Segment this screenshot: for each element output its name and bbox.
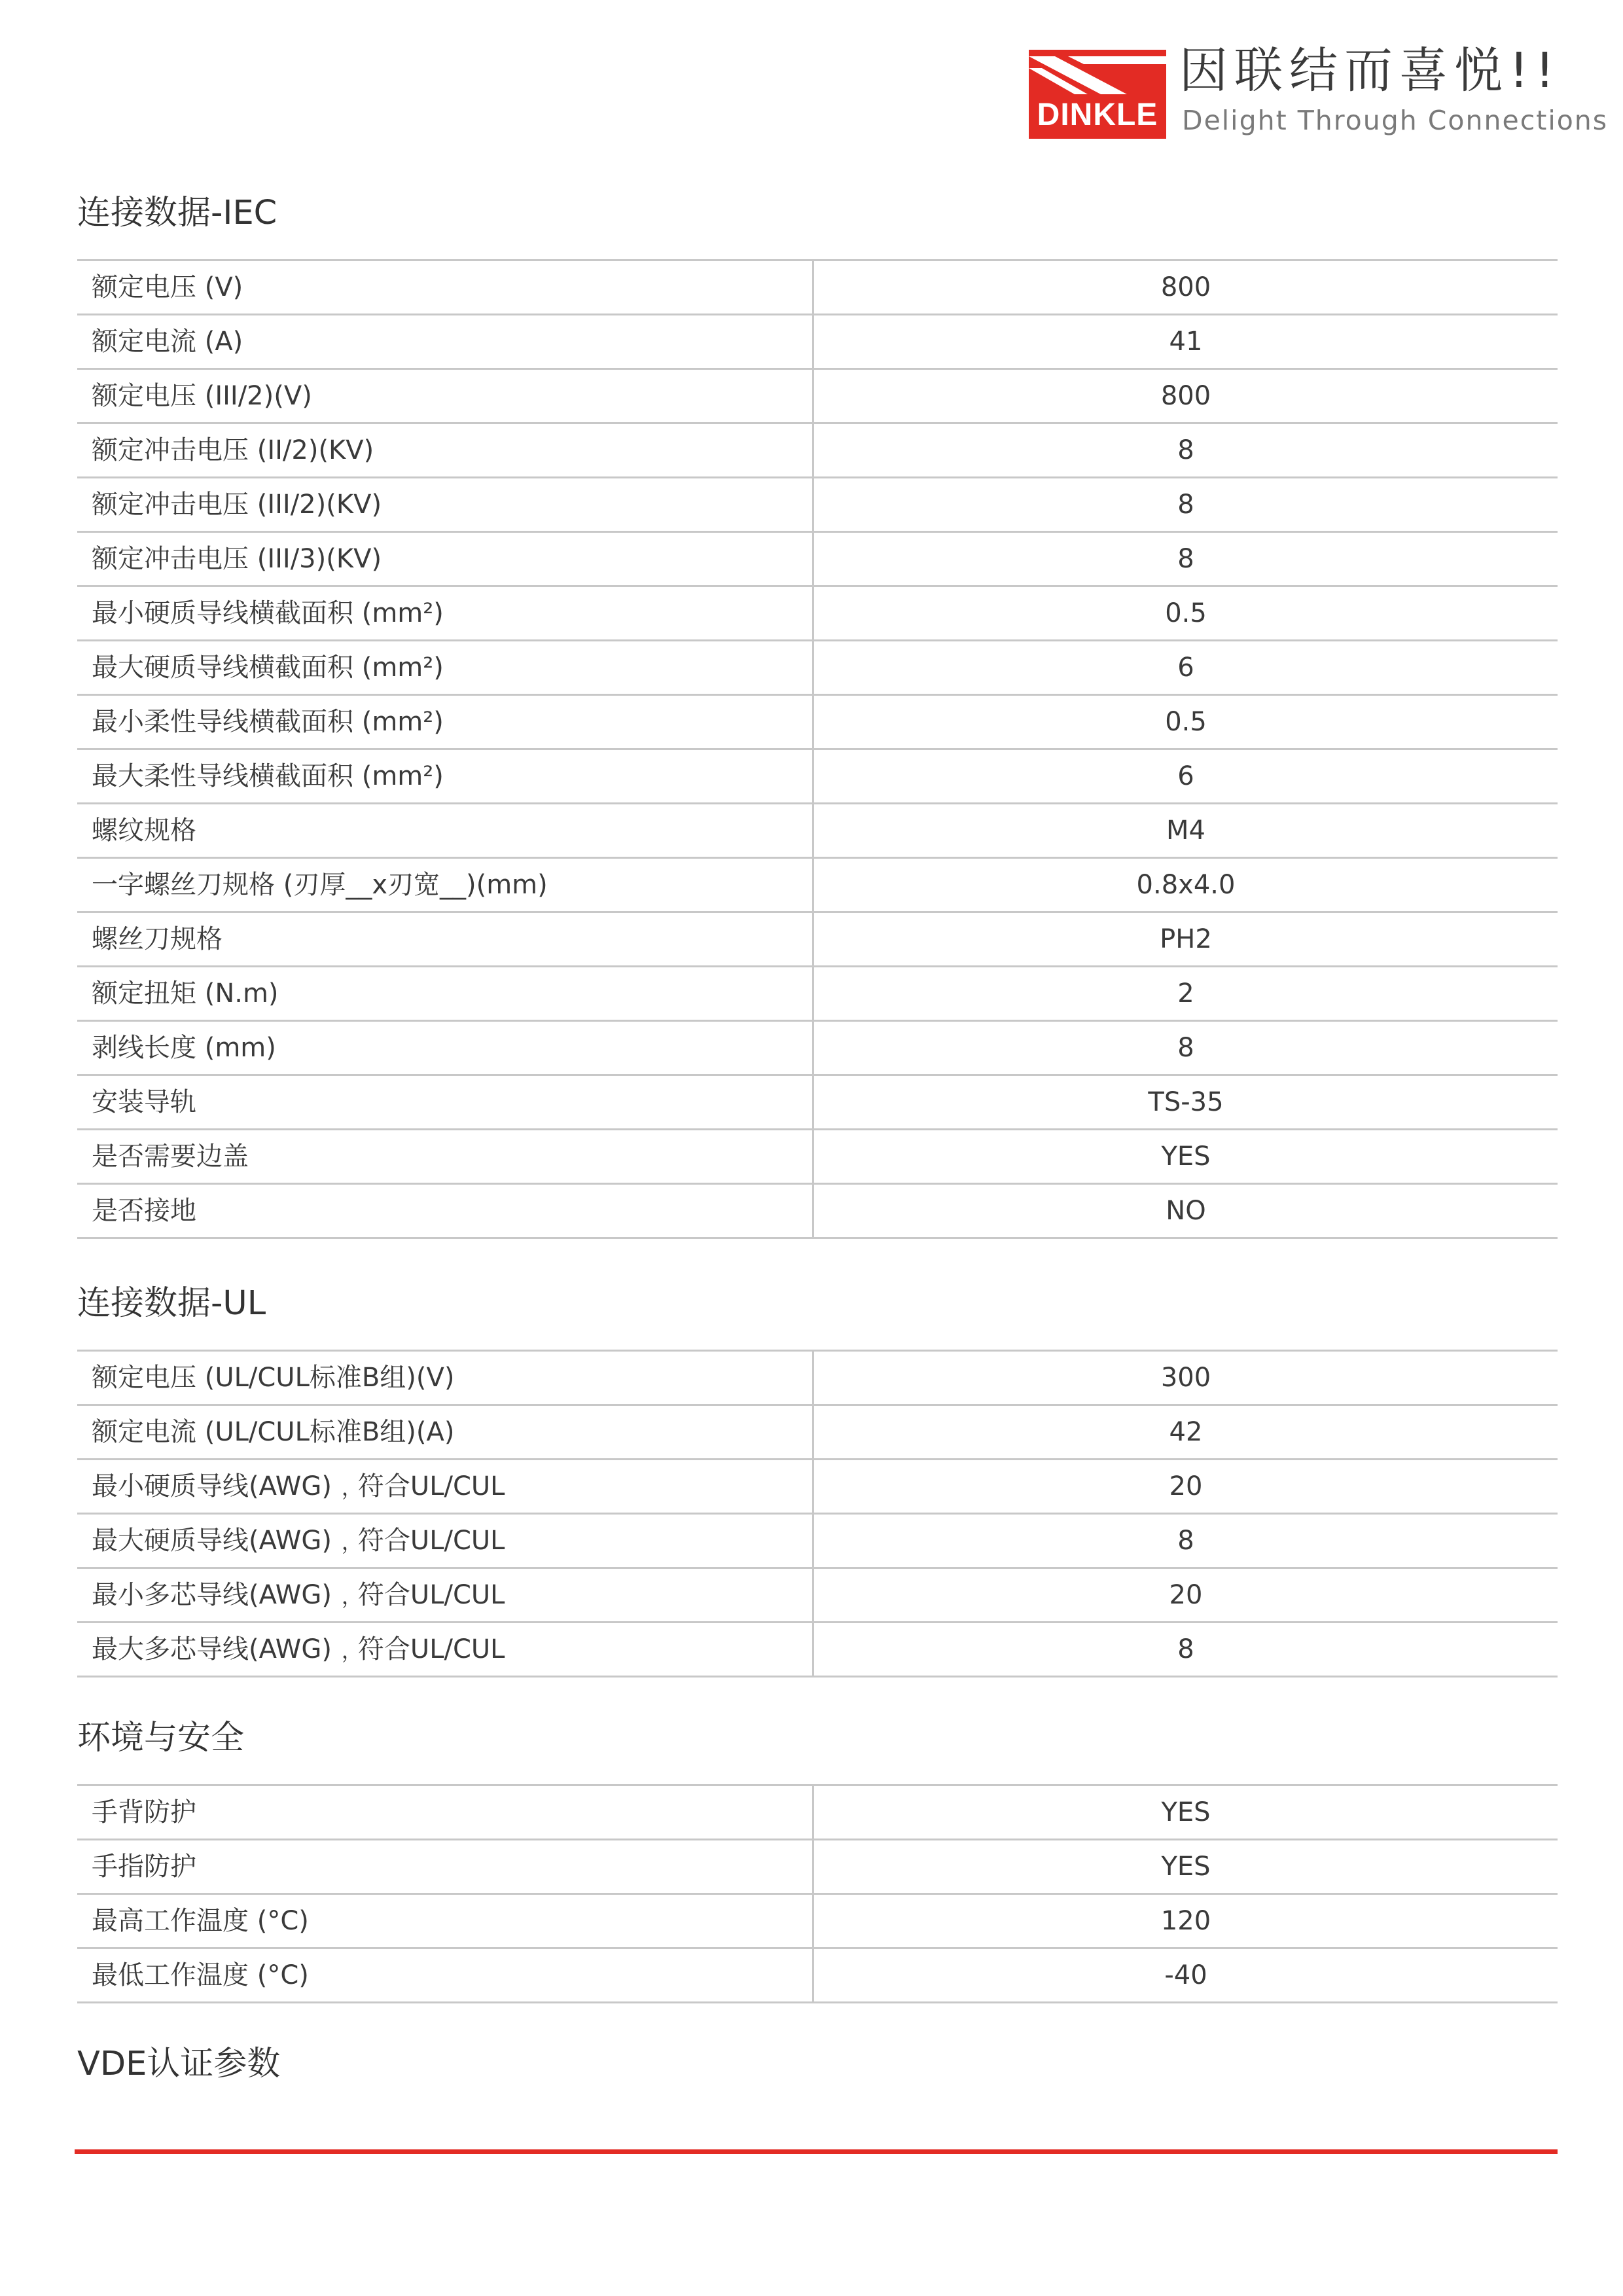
spec-value: 800	[1160, 381, 1211, 411]
spec-value: 8	[1177, 490, 1194, 520]
spec-value: 0.5	[1165, 598, 1207, 628]
table-row	[77, 804, 1558, 859]
table-row	[77, 1460, 1558, 1515]
section-title-environment: 环境与安全	[77, 1719, 245, 1757]
table-row	[77, 587, 1558, 641]
table-row	[77, 1623, 1558, 1677]
spec-value: 0.8x4.0	[1136, 870, 1236, 900]
spec-label: 额定电压 (III/2)(V)	[77, 370, 814, 422]
spec-label: 最大柔性导线横截面积 (mm²)	[77, 750, 814, 802]
spec-value: 6	[1177, 761, 1194, 791]
spec-label: 一字螺丝刀规格 (刃厚__x刃宽__)(mm)	[77, 859, 814, 911]
spec-label: 剥线长度 (mm)	[77, 1022, 814, 1074]
spec-label: 最大硬质导线横截面积 (mm²)	[77, 641, 814, 694]
spec-value: 8	[1177, 435, 1194, 465]
spec-value: 800	[1160, 272, 1211, 302]
spec-label: 额定电流 (UL/CUL标准B组)(A)	[77, 1406, 814, 1458]
spec-value: YES	[1161, 1852, 1211, 1882]
spec-label: 额定电压 (V)	[77, 261, 814, 314]
spec-value: 42	[1169, 1417, 1203, 1447]
spec-label: 安装导轨	[77, 1076, 814, 1128]
table-row	[77, 1515, 1558, 1569]
spec-label: 是否需要边盖	[77, 1130, 814, 1183]
table-row	[77, 859, 1558, 913]
table-row	[77, 1406, 1558, 1460]
table-row	[77, 370, 1558, 424]
table-row	[77, 913, 1558, 967]
spec-label: 螺纹规格	[77, 804, 814, 857]
section-title-ul: 连接数据-UL	[77, 1284, 266, 1323]
spec-value: 2	[1177, 978, 1194, 1009]
spec-label: 手指防护	[77, 1840, 814, 1893]
table-row	[77, 1130, 1558, 1185]
spec-value: 8	[1177, 544, 1194, 574]
spec-value: 300	[1160, 1363, 1211, 1393]
spec-label: 额定冲击电压 (III/3)(KV)	[77, 533, 814, 585]
spec-value: 20	[1169, 1471, 1203, 1501]
table-row	[77, 696, 1558, 750]
table-row	[77, 750, 1558, 804]
table-row	[77, 1895, 1558, 1949]
spec-table-ul	[77, 1350, 1558, 1677]
spec-value: 41	[1169, 327, 1203, 357]
spec-label: 最小多芯导线(AWG)﹐符合UL/CUL	[77, 1569, 814, 1621]
spec-label: 额定扭矩 (N.m)	[77, 967, 814, 1020]
spec-label: 手背防护	[77, 1786, 814, 1839]
table-row	[77, 1185, 1558, 1239]
table-row	[77, 1840, 1558, 1895]
spec-label: 最小柔性导线横截面积 (mm²)	[77, 696, 814, 748]
spec-label: 最低工作温度 (°C)	[77, 1949, 814, 2001]
table-row	[77, 1949, 1558, 2003]
spec-value: -40	[1164, 1960, 1207, 1990]
spec-value: PH2	[1160, 924, 1212, 954]
table-row	[77, 533, 1558, 587]
table-row	[77, 424, 1558, 478]
spec-label: 是否接地	[77, 1185, 814, 1237]
spec-value: NO	[1166, 1196, 1206, 1226]
dinkle-logo	[1029, 42, 1166, 139]
table-row	[77, 1352, 1558, 1406]
section-title-vde: VDE认证参数	[77, 2045, 281, 2083]
table-row	[77, 1022, 1558, 1076]
spec-label: 额定电流 (A)	[77, 315, 814, 368]
spec-label: 最高工作温度 (°C)	[77, 1895, 814, 1947]
spec-table-environment	[77, 1784, 1558, 2003]
spec-value: 8	[1177, 1634, 1194, 1664]
spec-value: TS-35	[1148, 1087, 1224, 1117]
spec-value: 0.5	[1165, 707, 1207, 737]
spec-label: 最小硬质导线横截面积 (mm²)	[77, 587, 814, 639]
table-row	[77, 261, 1558, 315]
spec-label: 额定冲击电压 (III/2)(KV)	[77, 478, 814, 531]
logo-text: DINKLE	[1037, 98, 1158, 132]
spec-label: 额定冲击电压 (II/2)(KV)	[77, 424, 814, 476]
spec-value: 8	[1177, 1033, 1194, 1063]
bottom-divider	[75, 2149, 1558, 2154]
spec-label: 最大硬质导线(AWG)﹐符合UL/CUL	[77, 1515, 814, 1567]
table-row	[77, 1786, 1558, 1840]
spec-table-iec	[77, 259, 1558, 1239]
slogan-english: Delight Through Connections	[1182, 105, 1609, 136]
table-row	[77, 315, 1558, 370]
spec-label: 螺丝刀规格	[77, 913, 814, 965]
table-row	[77, 478, 1558, 533]
table-row	[77, 1569, 1558, 1623]
table-row	[77, 967, 1558, 1022]
spec-value: YES	[1161, 1797, 1211, 1827]
section-title-iec: 连接数据-IEC	[77, 194, 277, 232]
spec-value: 20	[1169, 1580, 1203, 1610]
slogan-chinese: 因联结而喜悦!!	[1179, 43, 1561, 99]
spec-value: 8	[1177, 1526, 1194, 1556]
spec-label: 最大多芯导线(AWG)﹐符合UL/CUL	[77, 1623, 814, 1676]
spec-label: 最小硬质导线(AWG)﹐符合UL/CUL	[77, 1460, 814, 1513]
spec-value: 6	[1177, 653, 1194, 683]
spec-label: 额定电压 (UL/CUL标准B组)(V)	[77, 1352, 814, 1404]
table-row	[77, 1076, 1558, 1130]
spec-value: 120	[1160, 1906, 1211, 1936]
table-row	[77, 641, 1558, 696]
spec-value: YES	[1161, 1141, 1211, 1172]
spec-value: M4	[1166, 816, 1205, 846]
